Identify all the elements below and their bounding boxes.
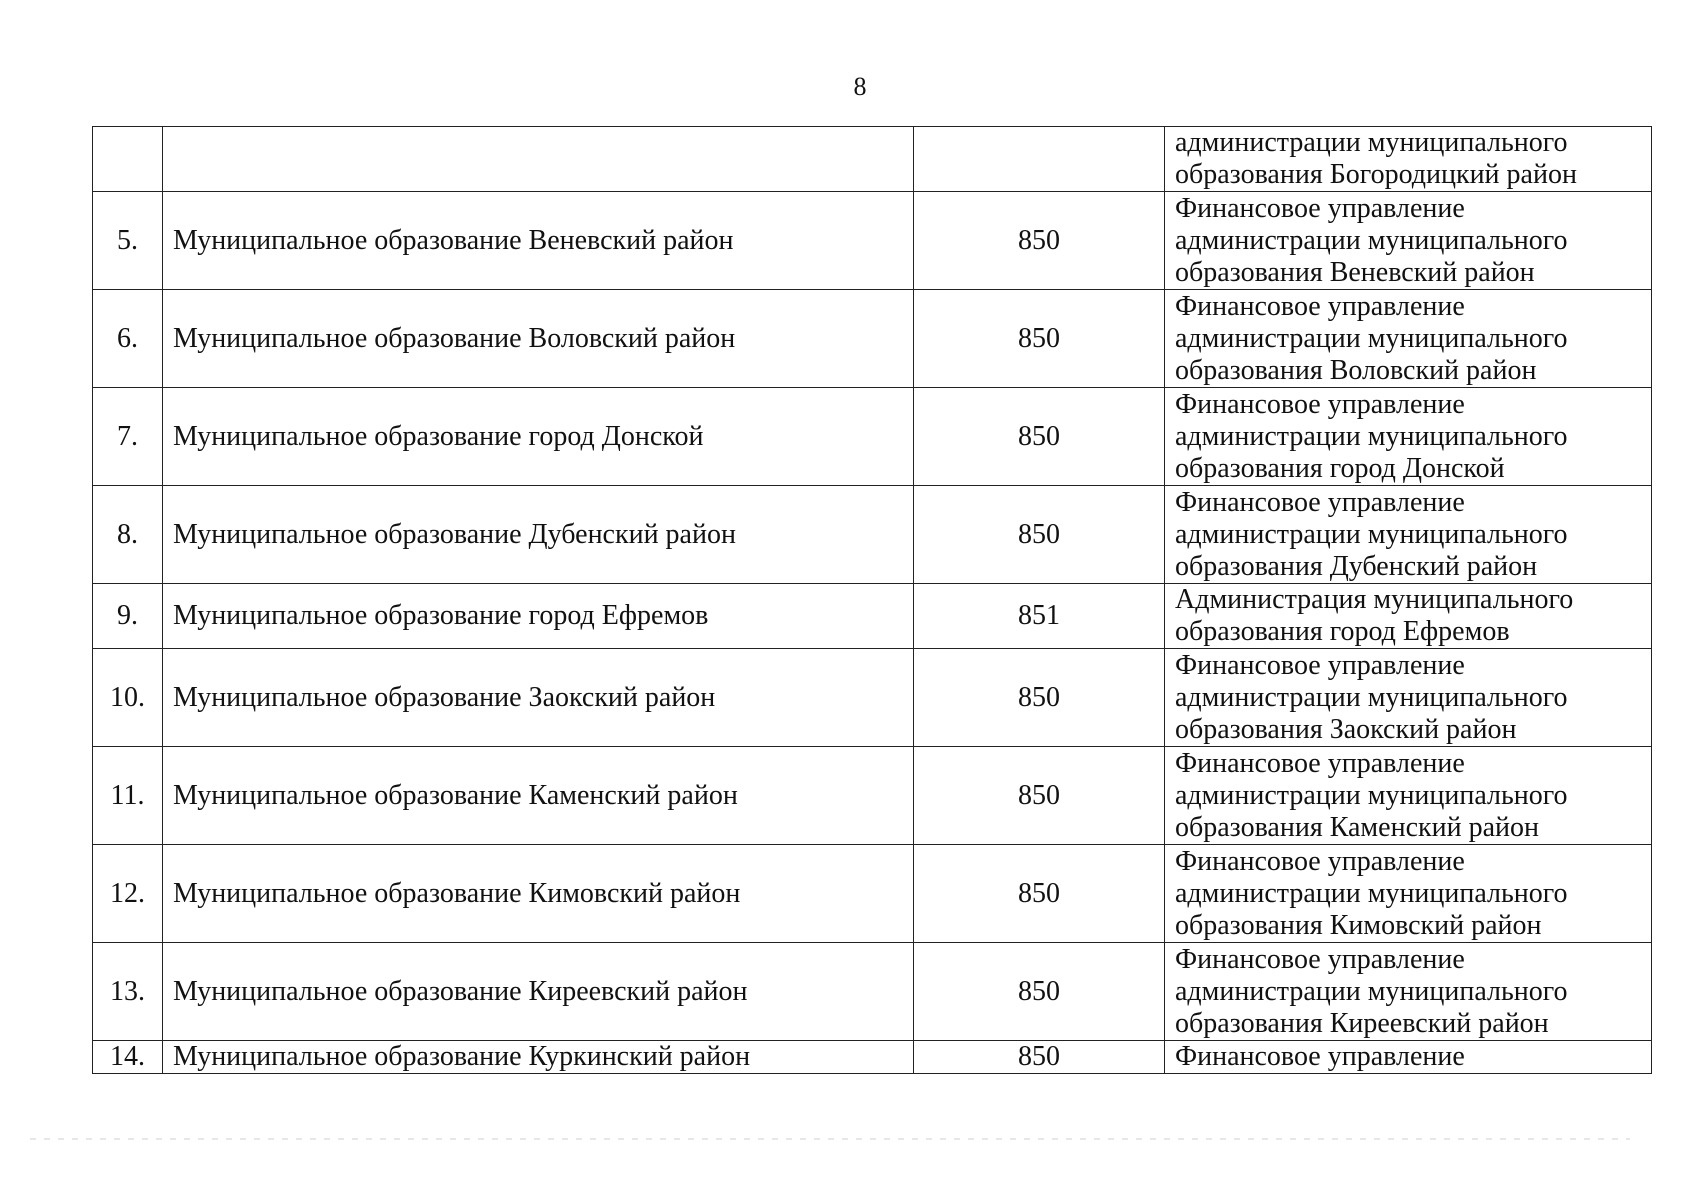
municipality-name: Муниципальное образование Кимовский район bbox=[163, 845, 914, 943]
administrator-cell bbox=[1165, 290, 1652, 388]
table-row bbox=[93, 388, 1652, 486]
table-row bbox=[93, 649, 1652, 747]
budget-code bbox=[914, 127, 1165, 192]
budget-code: 850 bbox=[914, 192, 1165, 290]
table-row bbox=[93, 127, 1652, 192]
administrator-line: администрации муниципального bbox=[1175, 127, 1568, 158]
budget-code: 851 bbox=[914, 584, 1165, 649]
administrator-line: образования город Ефремов bbox=[1175, 616, 1510, 647]
administrator-line: администрации муниципального bbox=[1175, 681, 1568, 713]
table-row bbox=[93, 486, 1652, 584]
row-number: 12. bbox=[93, 845, 163, 943]
municipality-name: Муниципальное образование Заокский район bbox=[163, 649, 914, 747]
municipality-name: Муниципальное образование город Донской bbox=[163, 388, 914, 486]
administrator-line: администрации муниципального bbox=[1175, 420, 1568, 452]
administrator-cell bbox=[1165, 192, 1652, 290]
administrator-cell bbox=[1165, 584, 1652, 649]
administrator-line: администрации муниципального bbox=[1175, 877, 1568, 909]
row-number: 14. bbox=[93, 1041, 163, 1074]
administrator-line: образования Веневский район bbox=[1175, 256, 1535, 288]
row-number: 13. bbox=[93, 943, 163, 1041]
page-number: 8 bbox=[853, 72, 867, 101]
row-number: 9. bbox=[93, 584, 163, 649]
administrator-cell bbox=[1165, 649, 1652, 747]
municipalities-table bbox=[92, 126, 1652, 1074]
administrator-line: администрации муниципального bbox=[1175, 224, 1568, 256]
row-number: 6. bbox=[93, 290, 163, 388]
administrator-line: Финансовое управление bbox=[1175, 290, 1465, 322]
municipality-name: Муниципальное образование Воловский район bbox=[163, 290, 914, 388]
municipality-name: Муниципальное образование Куркинский район bbox=[163, 1041, 914, 1074]
table-row bbox=[93, 845, 1652, 943]
budget-code: 850 bbox=[914, 290, 1165, 388]
budget-code: 850 bbox=[914, 486, 1165, 584]
administrator-line: администрации муниципального bbox=[1175, 518, 1568, 550]
row-number: 8. bbox=[93, 486, 163, 584]
administrator-cell bbox=[1165, 127, 1652, 192]
budget-code: 850 bbox=[914, 388, 1165, 486]
municipality-name: Муниципальное образование город Ефремов bbox=[163, 584, 914, 649]
administrator-line: Финансовое управление bbox=[1175, 388, 1465, 420]
table-row bbox=[93, 1041, 1652, 1074]
administrator-line: администрации муниципального bbox=[1175, 779, 1568, 811]
table-row bbox=[93, 584, 1652, 649]
administrator-line: образования Кимовский район bbox=[1175, 909, 1542, 941]
administrator-line: Администрация муниципального bbox=[1175, 584, 1574, 615]
administrator-line: администрации муниципального bbox=[1175, 975, 1568, 1007]
administrator-line: администрации муниципального bbox=[1175, 322, 1568, 354]
administrator-line: образования Заокский район bbox=[1175, 713, 1517, 745]
row-number: 5. bbox=[93, 192, 163, 290]
municipality-name: Муниципальное образование Веневский район bbox=[163, 192, 914, 290]
budget-code: 850 bbox=[914, 943, 1165, 1041]
table-row bbox=[93, 290, 1652, 388]
administrator-line: Финансовое управление bbox=[1175, 1041, 1465, 1072]
administrator-line: Финансовое управление bbox=[1175, 649, 1465, 681]
table-row bbox=[93, 943, 1652, 1041]
administrator-line: образования Киреевский район bbox=[1175, 1007, 1549, 1039]
table-row bbox=[93, 192, 1652, 290]
administrator-line: Финансовое управление bbox=[1175, 486, 1465, 518]
budget-code: 850 bbox=[914, 845, 1165, 943]
row-number: 7. bbox=[93, 388, 163, 486]
table-row bbox=[93, 747, 1652, 845]
scan-artifact-line bbox=[30, 1138, 1630, 1140]
administrator-cell bbox=[1165, 747, 1652, 845]
row-number bbox=[93, 127, 163, 192]
budget-code: 850 bbox=[914, 1041, 1165, 1074]
administrator-line: Финансовое управление bbox=[1175, 943, 1465, 975]
administrator-line: образования Дубенский район bbox=[1175, 550, 1538, 582]
administrator-cell bbox=[1165, 1041, 1652, 1074]
administrator-line: Финансовое управление bbox=[1175, 192, 1465, 224]
administrator-cell bbox=[1165, 388, 1652, 486]
row-number: 10. bbox=[93, 649, 163, 747]
administrator-cell bbox=[1165, 845, 1652, 943]
municipality-name: Муниципальное образование Каменский район bbox=[163, 747, 914, 845]
administrator-cell bbox=[1165, 943, 1652, 1041]
administrator-line: образования город Донской bbox=[1175, 452, 1505, 484]
municipality-name: Муниципальное образование Дубенский район bbox=[163, 486, 914, 584]
administrator-cell bbox=[1165, 486, 1652, 584]
municipality-name bbox=[163, 127, 914, 192]
administrator-line: образования Воловский район bbox=[1175, 354, 1537, 386]
administrator-line: образования Каменский район bbox=[1175, 811, 1539, 843]
administrator-line: Финансовое управление bbox=[1175, 845, 1465, 877]
administrator-line: образования Богородицкий район bbox=[1175, 159, 1577, 190]
row-number: 11. bbox=[93, 747, 163, 845]
administrator-line: Финансовое управление bbox=[1175, 747, 1465, 779]
municipality-name: Муниципальное образование Киреевский район bbox=[163, 943, 914, 1041]
budget-code: 850 bbox=[914, 649, 1165, 747]
budget-code: 850 bbox=[914, 747, 1165, 845]
